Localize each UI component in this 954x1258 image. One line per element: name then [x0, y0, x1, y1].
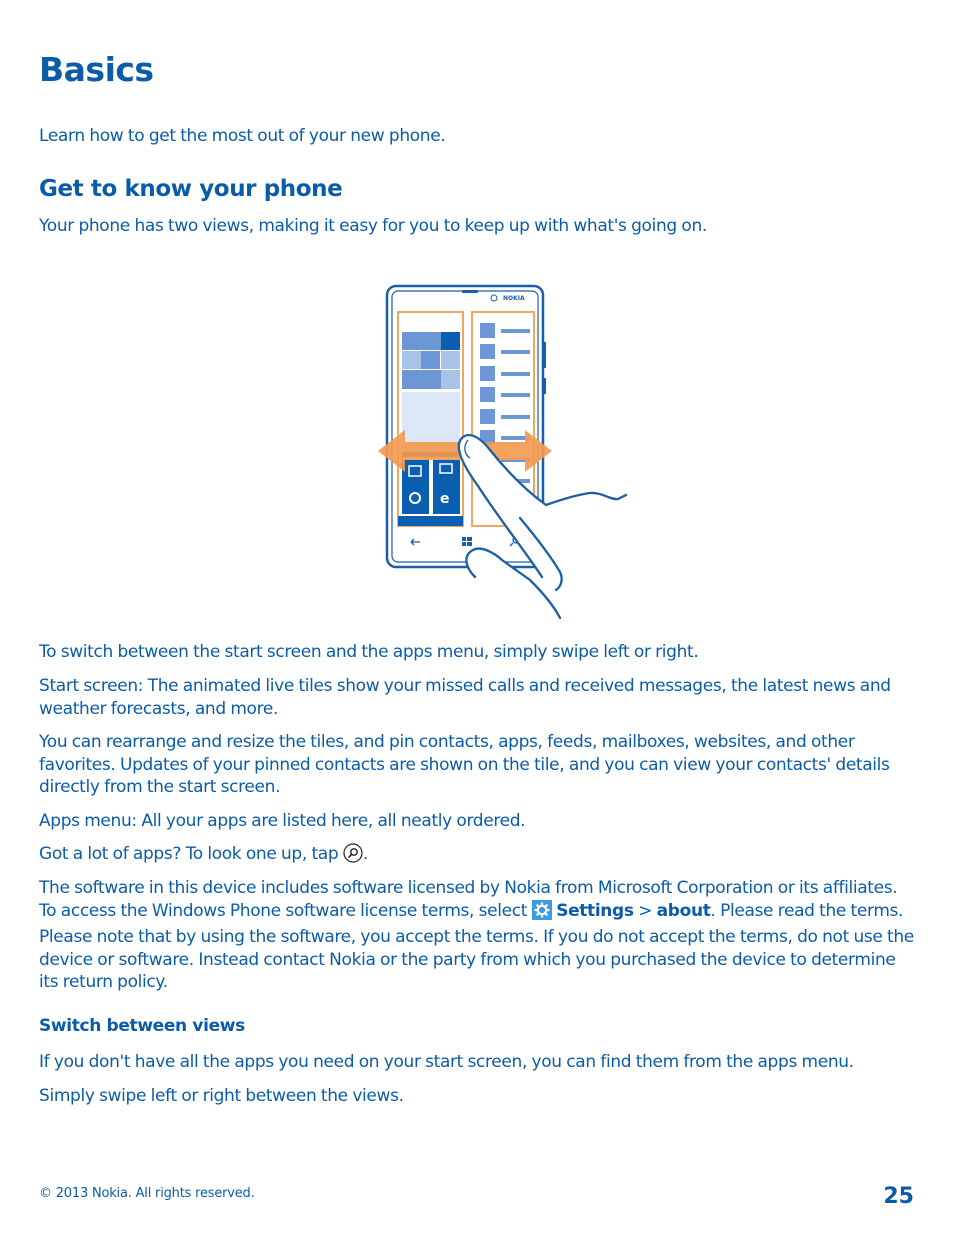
- subsection-paragraph-1: If you don't have all the apps you need on your start screen, you can find them from the apps menu.: [39, 1052, 854, 1072]
- phone-swipe-illustration: [370, 280, 640, 629]
- p6-text-2: . Please read the terms. Please note that by using the software, you accept the terms. If you do not accept the terms, do not use the device or software. Instead contact Nokia or the party from which you purchased the device to determine its return policy.: [39, 900, 914, 992]
- path-separator: >: [638, 900, 653, 921]
- phone-outline-icon: [370, 280, 640, 625]
- section-lead: Your phone has two views, making it easy for you to keep up with what's going on.: [39, 216, 707, 236]
- store-tile-icon: [402, 460, 429, 487]
- body-paragraph-2: Start screen: The animated live tiles show your missed calls and received messages, the latest news and weather forecasts, and more.: [39, 676, 891, 719]
- body-paragraph-3: You can rearrange and resize the tiles, and pin contacts, apps, feeds, mailboxes, websites, and other favorites. Updates of your pinned contacts are shown on the tile, and you can view your contacts' details directly from the start screen.: [39, 732, 890, 797]
- settings-icon: [532, 900, 552, 927]
- svg-text:e: e: [440, 491, 450, 507]
- body-paragraph-6: [39, 877, 919, 994]
- page-title: Basics: [39, 50, 154, 89]
- footer-copyright: © 2013 Nokia. All rights reserved.: [39, 1186, 255, 1201]
- settings-tile-icon: [402, 487, 429, 514]
- settings-label: Settings: [556, 900, 634, 921]
- body-paragraph-5: [39, 843, 919, 870]
- p6-text-1: The software in this device includes software licensed by Nokia from Microsoft Corporation or its affiliates. To access the Windows Phone software license terms, select: [39, 878, 898, 921]
- page-number: 25: [883, 1184, 914, 1209]
- p5-text: Got a lot of apps? To look one up, tap: [39, 844, 339, 864]
- body-paragraph-4: Apps menu: All your apps are listed here, all neatly ordered.: [39, 811, 526, 831]
- body-paragraph-1: To switch between the start screen and the apps menu, simply swipe left or right.: [39, 642, 699, 662]
- subsection-paragraph-2: Simply swipe left or right between the views.: [39, 1086, 404, 1106]
- section-heading: Get to know your phone: [39, 176, 343, 202]
- search-icon: [343, 843, 363, 870]
- nokia-brand-label: NOKIA: [503, 295, 525, 302]
- subsection-heading: Switch between views: [39, 1016, 245, 1036]
- intro-text: Learn how to get the most out of your new phone.: [39, 126, 446, 146]
- p5-end: .: [362, 844, 368, 864]
- about-label: about: [656, 900, 711, 921]
